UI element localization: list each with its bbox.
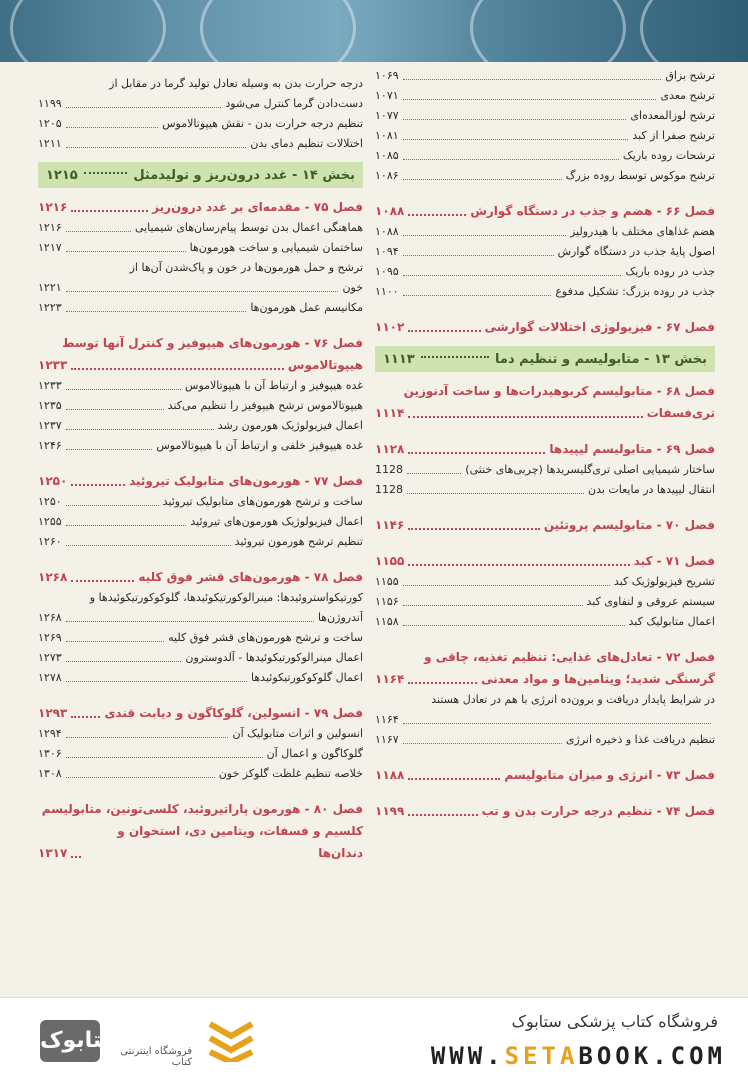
- toc-entry-page: ۱۳۰۶: [38, 747, 62, 760]
- chapter-75-paragraph: ترشح و حمل هورمون‌ها در خون و پاک‌شدن آن‌ها از: [129, 261, 363, 274]
- toc-entry[interactable]: [375, 572, 715, 592]
- toc-entry-page: ۱۲۱۶: [38, 221, 62, 234]
- toc-entry-page: ۱۲۳۷: [38, 419, 62, 432]
- toc-entry-page: ۱۱۶۷: [375, 733, 399, 746]
- toc-entry[interactable]: [38, 668, 363, 688]
- toc-entry-title: خلاصه تنظیم غلظت گلوکز خون: [218, 767, 363, 780]
- chevron-logo-icon: [206, 1018, 256, 1062]
- section-14-banner[interactable]: بخش ۱۴ - غدد درون‌ریز و تولیدمثل ۱۲۱۵: [38, 162, 363, 188]
- toc-entry[interactable]: [375, 242, 715, 262]
- toc-entry-title: ساختار شیمیایی اصلی تری‌گلیسریدها (چربی‌های خنثی): [465, 463, 715, 476]
- toc-entry[interactable]: [38, 648, 363, 668]
- toc-entry-page: ۱۰۸۸: [375, 225, 399, 238]
- toc-entry-page: ۱۰۸۶: [375, 169, 399, 182]
- toc-entry-title: غده هیپوفیز خلفی و ارتباط آن با هیپوتالاموس: [156, 439, 363, 452]
- toc-entry-page: 1128: [375, 463, 403, 476]
- leader-dots: [403, 235, 566, 236]
- toc-right-column: [375, 62, 715, 822]
- toc-entry-title: ترشح بزاق: [665, 69, 715, 82]
- leader-dots: [66, 545, 231, 546]
- toc-entry-page: ۱۲۷۸: [38, 671, 62, 684]
- toc-entry-title: ترشح صفرا از کبد: [632, 129, 715, 142]
- leader-dots: [66, 147, 247, 148]
- leader-dots: [66, 737, 229, 738]
- toc-entry[interactable]: [38, 376, 363, 396]
- toc-entry-title: مکانیسم عمل هورمون‌ها: [250, 301, 363, 314]
- leader-dots: [66, 757, 263, 758]
- toc-entry-page: ۱۰۶۹: [375, 69, 399, 82]
- toc-entry-title: دست‌دادن گرما کنترل می‌شود: [225, 97, 363, 110]
- leader-dots: [407, 493, 584, 494]
- toc-entry[interactable]: [375, 612, 715, 632]
- toc-entry-page: ۱۲۶۰: [38, 535, 62, 548]
- leader-dots: [66, 409, 164, 410]
- section-13-banner[interactable]: بخش ۱۳ - متابولیسم و تنظیم دما ۱۱۱۳: [375, 346, 715, 372]
- toc-entry-title: تنظیم دریافت غذا و ذخیره انرژی: [565, 733, 715, 746]
- toc-entry-title: هیپوتالاموس ترشح هیپوفیز را تنظیم می‌کند: [167, 399, 363, 412]
- toc-entry[interactable]: [38, 724, 363, 744]
- chapter-78-paragraph: کورتیکواستروئیدها: مینرالوکورتیکوئیدها، گلوکوکورتیکوئیدها و: [89, 591, 363, 604]
- toc-entry[interactable]: [38, 416, 363, 436]
- leader-dots: [403, 585, 610, 586]
- leader-dots: [66, 251, 186, 252]
- toc-entry-title: غده هیپوفیز و ارتباط آن با هیپوتالاموس: [185, 379, 363, 392]
- toc-entry-page: ۱۲۷۳: [38, 651, 62, 664]
- toc-entry-page: ۱۲۹۴: [38, 727, 62, 740]
- toc-entry-title: ترشح موکوس توسط روده بزرگ: [565, 169, 715, 182]
- toc-entry-title: تنظیم درجه حرارت بدن - نقش هیپوتالاموس: [162, 117, 363, 130]
- toc-entry-title: گلوکاگون و اعمال آن: [266, 747, 363, 760]
- toc-entry-page: ۱۰۹۴: [375, 245, 399, 258]
- toc-entry-page: ۱۲۰۵: [38, 117, 62, 130]
- toc-entry[interactable]: [375, 730, 715, 750]
- toc-entry[interactable]: [375, 262, 715, 282]
- store-footer: [0, 997, 748, 1081]
- setabook-logo[interactable]: [40, 1016, 190, 1066]
- leader-dots: [66, 429, 214, 430]
- leader-dots: [66, 389, 181, 390]
- toc-entry-title: اعمال فیزیولوژیک هورمون‌های تیروئید: [190, 515, 363, 528]
- leader-dots: [66, 661, 182, 662]
- leader-dots: [66, 291, 339, 292]
- toc-entry-page: ۱۲۵۵: [38, 515, 62, 528]
- toc-entry-title: اعمال فیزیولوژیک هورمون رشد: [217, 419, 363, 432]
- toc-entry-title: تنظیم ترشح هورمون تیروئید: [234, 535, 363, 548]
- toc-entry-title: خون: [342, 281, 363, 294]
- leader-dots: [66, 231, 131, 232]
- leader-dots: [66, 449, 153, 450]
- toc-entry-title: اصول پایهٔ جذب در دستگاه گوارش: [557, 245, 715, 258]
- leader-dots: [403, 275, 622, 276]
- chapter-66-heading[interactable]: فصل ۶۶ - هضم و جذب در دستگاه گوارش ۱۰۸۸: [375, 204, 715, 218]
- chapter-76-heading[interactable]: فصل ۷۶ - هورمون‌های هیپوفیز و کنترل آنها توسط هیپوتالاموس ۱۲۳۳: [38, 336, 363, 372]
- toc-entry[interactable]: [38, 608, 363, 628]
- toc-entry-page: ۱۱۰۰: [375, 285, 399, 298]
- toc-entry[interactable]: [38, 94, 363, 114]
- chapter-78-heading[interactable]: فصل ۷۸ - هورمون‌های قشر فوق کلیه ۱۲۶۸: [38, 570, 363, 584]
- toc-entry[interactable]: [375, 146, 715, 166]
- toc-entry-page: ۱۰۷۱: [375, 89, 399, 102]
- leader-dots: [403, 723, 711, 724]
- leader-dots: [66, 777, 215, 778]
- toc-entry[interactable]: [38, 512, 363, 532]
- leader-dots: [403, 99, 657, 100]
- leader-dots: [66, 505, 159, 506]
- toc-entry-title: انسولین و اثرات متابولیک آن: [232, 727, 363, 740]
- toc-entry[interactable]: [38, 134, 363, 154]
- toc-entry-title: اعمال مینرالوکورتیکوئیدها - آلدوسترون: [185, 651, 363, 664]
- toc-entry[interactable]: [375, 222, 715, 242]
- toc-entry-title: جذب در روده باریک: [625, 265, 715, 278]
- leader-dots: [66, 127, 158, 128]
- left-top-paragraph: درجه حرارت بدن به وسیله تعادل تولید گرما در مقابل از: [109, 77, 363, 90]
- toc-entry-title: ساخت و ترشح هورمون‌های متابولیک تیروئید: [162, 495, 363, 508]
- toc-entry[interactable]: [375, 592, 715, 612]
- toc-entry-title: ترشح معدی: [660, 89, 715, 102]
- chapter-69-heading[interactable]: فصل ۶۹ - متابولیسم لیپیدها ۱۱۲۸: [375, 442, 715, 456]
- setabook-logo-mark: ستابوک: [40, 1020, 100, 1062]
- toc-entry-page: ۱۰۸۱: [375, 129, 399, 142]
- toc-entry-page: ۱۲۱۷: [38, 241, 62, 254]
- toc-entry-title: ساختمان شیمیایی و ساخت هورمون‌ها: [189, 241, 363, 254]
- toc-entry-page: ۱۲۶۹: [38, 631, 62, 644]
- toc-entry-page: ۱۲۳۵: [38, 399, 62, 412]
- toc-entry-page: ۱۰۷۷: [375, 109, 399, 122]
- toc-entry[interactable]: [375, 126, 715, 146]
- chapter-75-heading[interactable]: فصل ۷۵ - مقدمه‌ای بر غدد درون‌ریز ۱۲۱۶: [38, 200, 363, 214]
- toc-entry-title: اختلالات تنظیم دمای بدن: [250, 137, 363, 150]
- toc-entry[interactable]: [38, 218, 363, 238]
- logo-subtitle: فروشگاه اینترنتی کتاب: [120, 1046, 192, 1068]
- toc-entry[interactable]: [38, 298, 363, 318]
- leader-dots: [66, 681, 247, 682]
- store-name: فروشگاه کتاب پزشکی ستابوک: [511, 1012, 718, 1031]
- toc-entry[interactable]: [38, 628, 363, 648]
- toc-entry-page: ۱۲۵۰: [38, 495, 62, 508]
- toc-entry[interactable]: [38, 436, 363, 456]
- toc-entry-page: ۱۲۱۱: [38, 137, 62, 150]
- toc-page: [0, 62, 748, 997]
- leader-dots: [66, 525, 187, 526]
- leader-dots: [403, 625, 625, 626]
- leader-dots: [407, 473, 461, 474]
- toc-entry[interactable]: [375, 480, 715, 500]
- toc-entry[interactable]: [375, 86, 715, 106]
- toc-entry-page: ۱۱۹۹: [38, 97, 62, 110]
- toc-entry-title: ساخت و ترشح هورمون‌های قشر فوق کلیه: [168, 631, 363, 644]
- leader-dots: [66, 641, 165, 642]
- toc-entry-page: ۱۱۶۴: [375, 713, 399, 726]
- toc-entry[interactable]: [375, 106, 715, 126]
- toc-entry[interactable]: [38, 278, 363, 298]
- toc-entry-title: اعمال متابولیک کبد: [628, 615, 715, 628]
- toc-entry[interactable]: [375, 66, 715, 86]
- chapter-72-paragraph: در شرایط پایدار دریافت و برون‌ده انرژی با هم در تعادل هستند: [431, 693, 715, 706]
- chapter-67-heading[interactable]: فصل ۶۷ - فیزیولوژی اختلالات گوارشی ۱۱۰۲: [375, 320, 715, 334]
- toc-entry-page: ۱۲۶۸: [38, 611, 62, 624]
- chapter-73-heading[interactable]: فصل ۷۳ - انرژی و میزان متابولیسم ۱۱۸۸: [375, 768, 715, 782]
- toc-entry[interactable]: [38, 396, 363, 416]
- toc-entry-title: انتقال لیپیدها در مایعات بدن: [587, 483, 715, 496]
- leader-dots: [403, 605, 583, 606]
- toc-entry[interactable]: [38, 238, 363, 258]
- toc-left-column: [38, 62, 363, 864]
- toc-entry-page: ۱۲۳۳: [38, 379, 62, 392]
- toc-entry-page: ۱۲۴۶: [38, 439, 62, 452]
- leader-dots: [66, 107, 222, 108]
- store-url[interactable]: WWW.SETABOOK.COM: [430, 1042, 726, 1070]
- leader-dots: [403, 79, 662, 80]
- leader-dots: [403, 159, 619, 160]
- toc-entry-title: آندروژن‌ها: [317, 611, 363, 624]
- toc-entry-title: ترشح لوزالمعده‌ای: [630, 109, 715, 122]
- toc-entry[interactable]: [38, 744, 363, 764]
- toc-entry-title: هماهنگی اعمال بدن توسط پیام‌رسان‌های شیمیایی: [134, 221, 363, 234]
- toc-entry[interactable]: [375, 710, 715, 730]
- toc-entry-page: 1128: [375, 483, 403, 496]
- chapter-80-heading[interactable]: فصل ۸۰ - هورمون پاراتیروئید، کلسی‌تونین، متابولیسم کلسیم و فسفات، ویتامین دی، استخوان و دندان‌ها ۱۳۱۷: [38, 802, 363, 860]
- chapter-79-heading[interactable]: فصل ۷۹ - انسولین، گلوکاگون و دیابت قندی ۱۲۹۳: [38, 706, 363, 720]
- chapter-70-heading[interactable]: فصل ۷۰ - متابولیسم پروتئین ۱۱۴۶: [375, 518, 715, 532]
- chapter-77-heading[interactable]: فصل ۷۷ - هورمون‌های متابولیک تیروئید ۱۲۵۰: [38, 474, 363, 488]
- toc-entry[interactable]: [375, 166, 715, 186]
- toc-entry-page: ۱۰۸۵: [375, 149, 399, 162]
- leader-dots: [403, 139, 629, 140]
- toc-entry[interactable]: [375, 282, 715, 302]
- toc-entry[interactable]: [38, 492, 363, 512]
- toc-entry-page: ۱۱۵۸: [375, 615, 399, 628]
- toc-entry[interactable]: [38, 532, 363, 552]
- toc-entry-page: ۱۲۲۱: [38, 281, 62, 294]
- toc-entry[interactable]: [375, 460, 715, 480]
- toc-entry-page: ۱۱۵۵: [375, 575, 399, 588]
- toc-entry-title: تشریح فیزیولوژیک کبد: [613, 575, 715, 588]
- toc-entry-page: ۱۲۲۳: [38, 301, 62, 314]
- chapter-74-heading[interactable]: فصل ۷۴ - تنظیم درجه حرارت بدن و تب ۱۱۹۹: [375, 804, 715, 818]
- chapter-72-heading[interactable]: فصل ۷۲ - تعادل‌های غذایی: تنظیم تغذیه، چاقی و گرسنگی شدید؛ ویتامین‌ها و مواد معدنی ۱۱۶۴: [375, 650, 715, 686]
- leader-dots: [403, 295, 552, 296]
- chapter-68-heading[interactable]: فصل ۶۸ - متابولیسم کربوهیدرات‌ها و ساخت آدنوزین تری‌فسفات ۱۱۱۴: [375, 384, 715, 420]
- toc-entry-title: اعمال گلوکوکورتیکوئیدها: [251, 671, 363, 684]
- toc-entry-title: ترشحات روده باریک: [622, 149, 715, 162]
- toc-entry-title: سیستم عروقی و لنفاوی کبد: [586, 595, 715, 608]
- leader-dots: [403, 179, 562, 180]
- leader-dots: [403, 119, 627, 120]
- toc-entry[interactable]: [38, 764, 363, 784]
- toc-entry-page: ۱۰۹۵: [375, 265, 399, 278]
- toc-entry-title: هضم غذاهای مختلف با هیدرولیز: [569, 225, 715, 238]
- leader-dots: [66, 311, 247, 312]
- leader-dots: [403, 255, 554, 256]
- skeleton-banner-image: [0, 0, 748, 62]
- toc-entry[interactable]: [38, 114, 363, 134]
- leader-dots: [403, 743, 562, 744]
- toc-entry-page: ۱۳۰۸: [38, 767, 62, 780]
- chapter-71-heading[interactable]: فصل ۷۱ - کبد ۱۱۵۵: [375, 554, 715, 568]
- toc-entry-title: جذب در روده بزرگ: تشکیل مدفوع: [555, 285, 715, 298]
- toc-entry-page: ۱۱۵۶: [375, 595, 399, 608]
- leader-dots: [66, 621, 314, 622]
